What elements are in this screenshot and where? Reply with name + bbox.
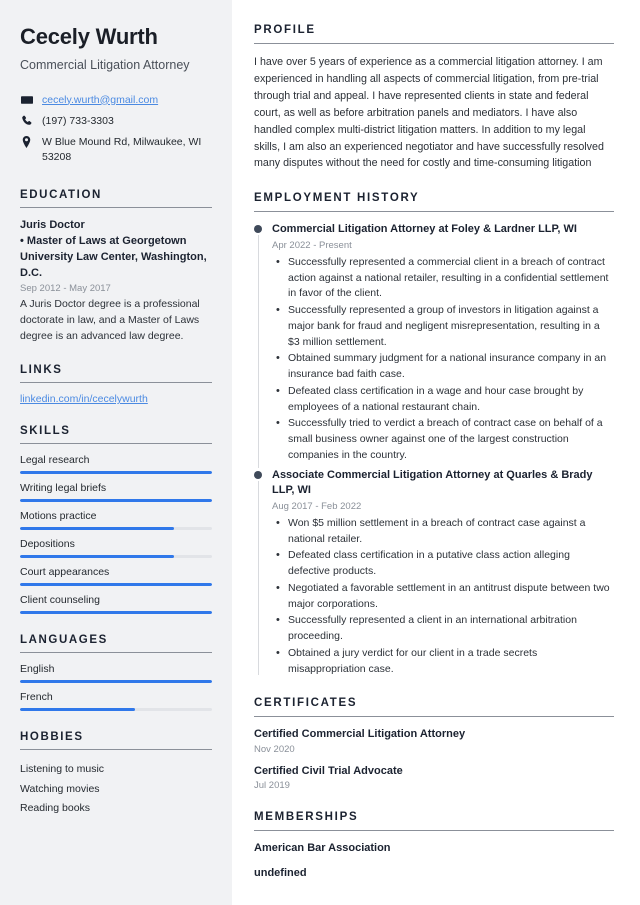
skill-label: Court appearances	[20, 566, 110, 579]
map-pin-icon	[20, 135, 33, 148]
job-bullets	[272, 516, 614, 678]
skill-progress-fill	[20, 583, 212, 586]
list-item	[20, 393, 212, 405]
skills-heading: SKILLS	[20, 425, 212, 444]
languages-heading: LANGUAGES	[20, 634, 212, 653]
language-progress-fill	[20, 680, 212, 683]
skill-progress-fill	[20, 471, 212, 474]
skill-label: Legal research	[20, 454, 90, 467]
skill-progress-track	[20, 499, 212, 502]
education-section	[20, 189, 212, 344]
links-section	[20, 364, 212, 405]
list-item: Listening to music	[20, 763, 105, 776]
contact-list	[20, 93, 212, 166]
list-item	[254, 727, 614, 754]
list-item: undefined	[254, 866, 307, 879]
list-item: Reading books	[20, 802, 91, 815]
skill-progress-fill	[20, 527, 174, 530]
skill-progress-track	[20, 611, 212, 614]
list-item: • Defeated class certification in a wage and hour case brought by employees of a national restaurant chain.	[272, 384, 614, 416]
memberships-heading: MEMBERSHIPS	[254, 811, 614, 831]
certificates-section	[254, 697, 614, 791]
skill-label: Writing legal briefs	[20, 482, 107, 495]
skills-list	[20, 454, 212, 614]
languages-section	[20, 634, 212, 711]
skill-progress-fill	[20, 499, 212, 502]
list-item	[20, 566, 212, 586]
profile-heading: PROFILE	[254, 24, 614, 44]
job-date: Aug 2017 - Feb 2022	[272, 500, 362, 512]
list-item	[20, 663, 212, 683]
list-item	[20, 594, 212, 614]
job-bullets	[272, 255, 614, 464]
skills-section	[20, 425, 212, 614]
contact-email	[20, 93, 212, 108]
list-item	[20, 510, 212, 530]
profile-text: I have over 5 years of experience as a commercial litigation attorney. I am experienced in handling all aspects of commercial litigation, from pre-trial through trial and appeal. I have represented clients in state and federal court, as well as before arbitration panels and mediators. I have also handled complex multi-district litigation matters. In addition to my legal skills, I am also an experienced negotiator and have successfully resolved many disputes without the need for costly and time-consuming litigation	[254, 56, 604, 170]
candidate-job-title: Commercial Litigation Attorney	[20, 58, 190, 73]
language-label: English	[20, 663, 55, 676]
certificate-name: Certified Civil Trial Advocate	[254, 764, 403, 777]
hobbies-section	[20, 731, 212, 818]
candidate-name: Cecely Wurth	[20, 24, 158, 49]
linkedin-link[interactable]: linkedin.com/in/cecelywurth	[20, 393, 148, 406]
list-item: • Successfully tried to verdict a breach of contract case on behalf of a small business owner against one of the largest construction companies in the country.	[272, 416, 614, 463]
main-content	[232, 0, 640, 905]
list-item: • Won $5 million settlement in a breach of contract case against a national retailer.	[272, 516, 614, 548]
list-item	[254, 764, 614, 791]
list-item: • Obtained summary judgment for a national insurance company in an insurance bad faith case.	[272, 351, 614, 383]
list-item: • Obtained a jury verdict for our client in a trade secrets misappropriation case.	[272, 646, 614, 678]
memberships-section	[254, 811, 614, 881]
list-item	[20, 482, 212, 502]
list-item: • Successfully represented a commercial client in a breach of contract action against a national retailer, resulting in a confidential settlement in favor of the client.	[272, 255, 614, 302]
links-heading: LINKS	[20, 364, 212, 383]
language-label: French	[20, 691, 53, 704]
certificate-date: Nov 2020	[254, 743, 295, 755]
skill-label: Motions practice	[20, 510, 97, 523]
contact-email-value	[42, 93, 212, 108]
email-link[interactable]: cecely.wurth@gmail.com	[42, 93, 159, 106]
envelope-icon	[20, 93, 33, 106]
contact-address	[20, 135, 212, 165]
phone-icon	[20, 114, 33, 127]
list-item: • Defeated class certification in a putative class action alleging defective products.	[272, 548, 614, 580]
certificate-date: Jul 2019	[254, 780, 290, 792]
skill-label: Client counseling	[20, 594, 100, 607]
job-title: Associate Commercial Litigation Attorney at Quarles & Brady LLP, WI	[272, 468, 593, 497]
skill-progress-track	[20, 583, 212, 586]
list-item	[20, 454, 212, 474]
sidebar	[0, 0, 232, 905]
contact-address-value: W Blue Mound Rd, Milwaukee, WI 53208	[42, 135, 202, 164]
employment-entry	[254, 222, 614, 463]
skill-progress-track	[20, 555, 212, 558]
list-item: • Negotiated a favorable settlement in an antitrust dispute between two major corporations.	[272, 581, 614, 613]
profile-section	[254, 24, 614, 172]
list-item	[20, 538, 212, 558]
list-item: • Successfully represented a group of investors in litigation against a major bank for fraud and negligent misrepresentation, resulting in a $3 million settlement.	[272, 303, 614, 350]
skill-progress-fill	[20, 555, 174, 558]
certificates-heading: CERTIFICATES	[254, 697, 614, 717]
job-title: Commercial Litigation Attorney at Foley & Lardner LLP, WI	[272, 223, 577, 236]
contact-phone	[20, 114, 212, 129]
job-date: Apr 2022 - Present	[272, 239, 352, 251]
hobbies-heading: HOBBIES	[20, 731, 212, 750]
list-item: Watching movies	[20, 782, 100, 795]
employment-entry	[254, 468, 614, 678]
language-progress-track	[20, 680, 212, 683]
education-description: A Juris Doctor degree is a professional doctorate in law, and a Master of Laws degree is an advanced law degree.	[20, 298, 200, 342]
list-item: American Bar Association	[254, 842, 391, 855]
language-progress-track	[20, 708, 212, 711]
skill-progress-fill	[20, 611, 212, 614]
list-item: • Successfully represented a client in an international arbitration proceeding.	[272, 613, 614, 645]
education-date: Sep 2012 - May 2017	[20, 283, 111, 295]
certificate-name: Certified Commercial Litigation Attorney	[254, 728, 466, 741]
skill-progress-track	[20, 527, 212, 530]
contact-phone-value: (197) 733-3303	[42, 114, 114, 127]
skill-progress-track	[20, 471, 212, 474]
skill-label: Depositions	[20, 538, 75, 551]
list-item	[20, 691, 212, 711]
employment-heading: EMPLOYMENT HISTORY	[254, 192, 614, 212]
education-heading: EDUCATION	[20, 189, 212, 208]
education-degree: Juris Doctor • Master of Laws at Georgetown University Law Center, Washington, D.C.	[20, 219, 207, 280]
language-progress-fill	[20, 708, 135, 711]
employment-section	[254, 192, 614, 677]
